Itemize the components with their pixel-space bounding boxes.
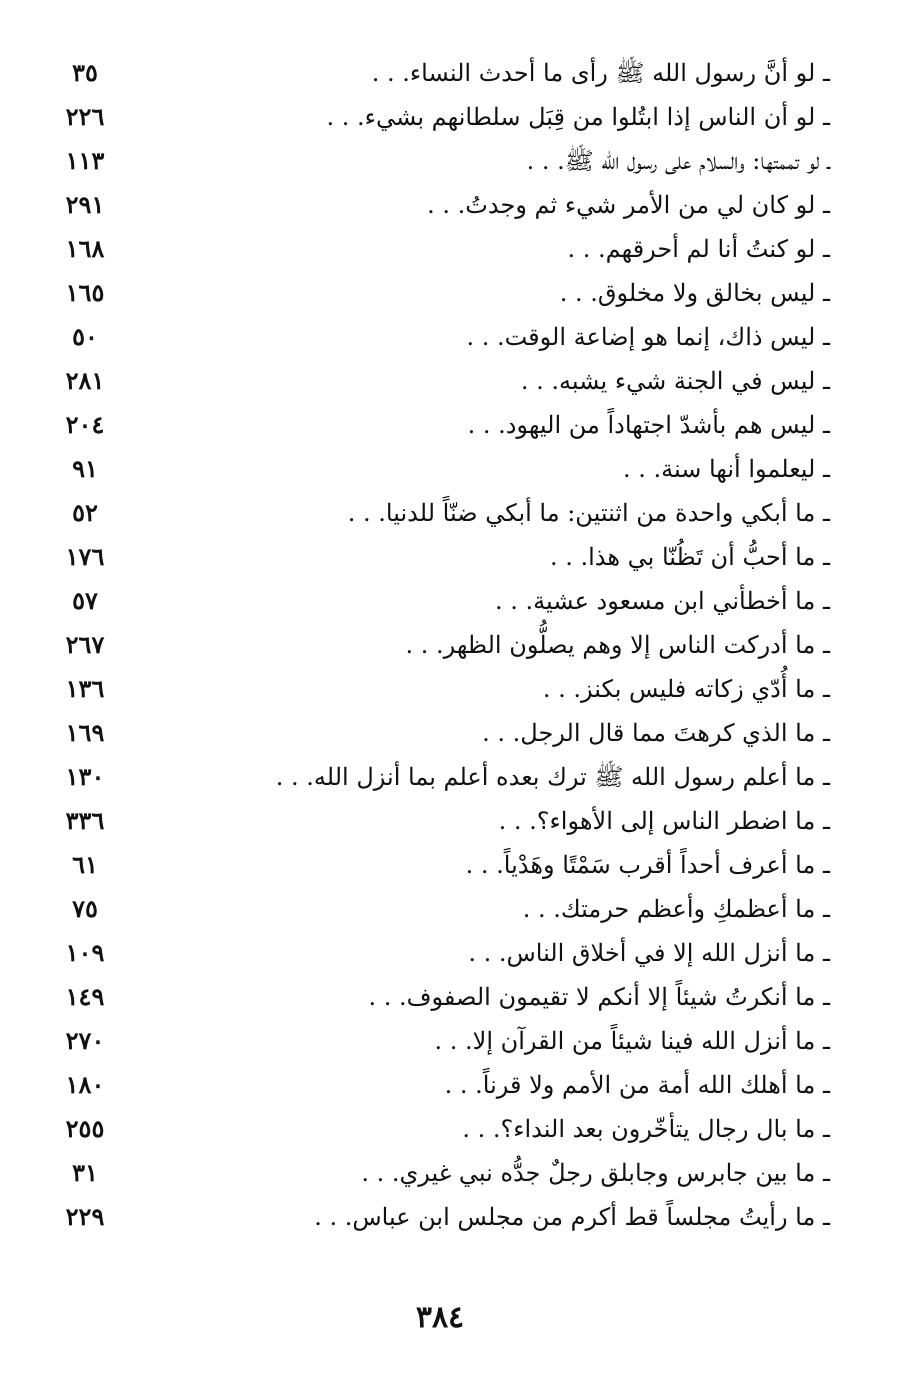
- index-entry: [40, 800, 830, 844]
- index-entry: [40, 668, 830, 712]
- entry-page-number: ٣٣٦: [65, 806, 105, 835]
- index-entry: [40, 712, 830, 756]
- entry-page-number: ١٠٩: [65, 938, 105, 967]
- sayings-index-list: [40, 52, 830, 1240]
- entry-text: ـ ما أحبُّ أن تَظُنّا بي هذا. . .: [549, 543, 830, 571]
- entry-page-number: ١١٣: [65, 146, 105, 175]
- entry-page-number: ٥٠: [72, 322, 98, 351]
- index-entry: [40, 1064, 830, 1108]
- index-entry: [40, 360, 830, 404]
- index-entry: [40, 272, 830, 316]
- entry-text: ـ ما أهلك الله أمة من الأمم ولا قرناً. . .: [444, 1071, 830, 1099]
- entry-text: ـ لو كان لي من الأمر شيء ثم وجدتُ. . .: [427, 191, 830, 219]
- index-entry: [40, 536, 830, 580]
- index-entry: [40, 404, 830, 448]
- footer-page-number: ٣٨٤: [415, 1300, 465, 1335]
- entry-page-number: ١٦٨: [65, 234, 105, 263]
- entry-text: ـ ما أدركت الناس إلا وهم يصلُّون الظهر. . .: [405, 631, 830, 659]
- entry-page-number: ١٣٦: [65, 674, 105, 703]
- entry-text: ـ ما أبكي واحدة من اثنتين: ما أبكي ضنّاً للدنيا. . .: [347, 499, 830, 527]
- entry-text: ـ ما أُدّي زكاته فليس بكنز. . .: [542, 675, 830, 703]
- entry-page-number: ٥٧: [72, 586, 98, 615]
- entry-page-number: ٢٦٧: [65, 630, 105, 659]
- index-entry: [40, 492, 830, 536]
- entry-page-number: ١٦٩: [65, 718, 105, 747]
- entry-text: ـ ما أعظمكِ وأعظم حرمتك. . .: [522, 895, 830, 923]
- entry-text: ـ لو تممتها: والسلام على رسول الله ﷺ. . .: [526, 147, 830, 175]
- entry-page-number: ٩١: [72, 454, 98, 483]
- entry-text: ـ لو أن الناس إذا ابتُلوا من قِبَل سلطانهم بشيء. . .: [326, 103, 830, 131]
- entry-text: ـ ليس ذاك، إنما هو إضاعة الوقت. . .: [466, 323, 830, 351]
- index-entry: [40, 140, 830, 184]
- entry-page-number: ٧٥: [72, 894, 98, 923]
- entry-text: ـ لو كنتُ أنا لم أحرقهم. . .: [567, 235, 830, 263]
- entry-text: ـ ما الذي كرهتَ مما قال الرجل. . .: [482, 719, 830, 747]
- index-entry: [40, 1108, 830, 1152]
- entry-text: ـ ما أعلم رسول الله ﷺ ترك بعده أعلم بما أنزل الله. . .: [275, 763, 830, 791]
- entry-text: ـ لو أنَّ رسول الله ﷺ رأى ما أحدث النساء. . .: [371, 59, 830, 87]
- index-entry: [40, 184, 830, 228]
- entry-page-number: ١٧٦: [65, 542, 105, 571]
- entry-text: ـ ما أخطأني ابن مسعود عشية. . .: [494, 587, 830, 615]
- entry-text: ـ ليعلموا أنها سنة. . .: [622, 455, 830, 483]
- entry-page-number: ١٣٠: [65, 762, 105, 791]
- index-entry: [40, 1020, 830, 1064]
- entry-text: ـ ليس هم بأشدّ اجتهاداً من اليهود. . .: [467, 411, 830, 439]
- index-entry: [40, 1152, 830, 1196]
- index-entry: [40, 316, 830, 360]
- entry-text: ـ ما اضطر الناس إلى الأهواء؟. . .: [498, 807, 830, 835]
- entry-page-number: ٥٢: [72, 498, 98, 527]
- index-entry: [40, 52, 830, 96]
- index-entry: [40, 624, 830, 668]
- entry-text: ـ ما أنزل الله فينا شيئاً من القرآن إلا. . .: [434, 1027, 830, 1055]
- entry-text: ـ ما بين جابرس وجابلق رجلٌ جدُّه نبي غيري. . .: [361, 1159, 830, 1187]
- index-entry: [40, 448, 830, 492]
- index-entry: [40, 976, 830, 1020]
- entry-page-number: ٢٢٦: [65, 102, 105, 131]
- entry-text: ـ ما أنكرتُ شيئاً إلا أنكم لا تقيمون الصفوف. . .: [368, 983, 830, 1011]
- entry-text: ـ ما أنزل الله إلا في أخلاق الناس. . .: [468, 939, 830, 967]
- index-entry: [40, 932, 830, 976]
- index-entry: [40, 844, 830, 888]
- entry-page-number: ٢٥٥: [65, 1114, 105, 1143]
- entry-text: ـ ليس بخالق ولا مخلوق. . .: [559, 279, 830, 307]
- entry-page-number: ٦١: [72, 850, 98, 879]
- entry-page-number: ١٦٥: [65, 278, 105, 307]
- entry-text: ـ ما بال رجال يتأخّرون بعد النداء؟. . .: [462, 1115, 830, 1143]
- entry-text: ـ ليس في الجنة شيء يشبه. . .: [520, 367, 830, 395]
- entry-page-number: ٣٥: [72, 58, 98, 87]
- entry-page-number: ٢٧٠: [65, 1026, 105, 1055]
- entry-page-number: ٢٠٤: [65, 410, 105, 439]
- entry-text: ـ ما رأيتُ مجلساً قط أكرم من مجلس ابن عباس. . .: [314, 1203, 830, 1231]
- index-entry: [40, 756, 830, 800]
- entry-page-number: ٢٢٩: [65, 1202, 105, 1231]
- index-entry: [40, 228, 830, 272]
- entry-page-number: ٣١: [72, 1158, 98, 1187]
- entry-page-number: ١٨٠: [65, 1070, 105, 1099]
- entry-text: ـ ما أعرف أحداً أقرب سَمْتًا وهَدْياً. . .: [465, 851, 830, 879]
- entry-page-number: ٢٩١: [65, 190, 105, 219]
- entry-page-number: ٢٨١: [65, 366, 105, 395]
- index-entry: [40, 888, 830, 932]
- index-entry: [40, 1196, 830, 1240]
- index-entry: [40, 580, 830, 624]
- entry-page-number: ١٤٩: [65, 982, 105, 1011]
- index-entry: [40, 96, 830, 140]
